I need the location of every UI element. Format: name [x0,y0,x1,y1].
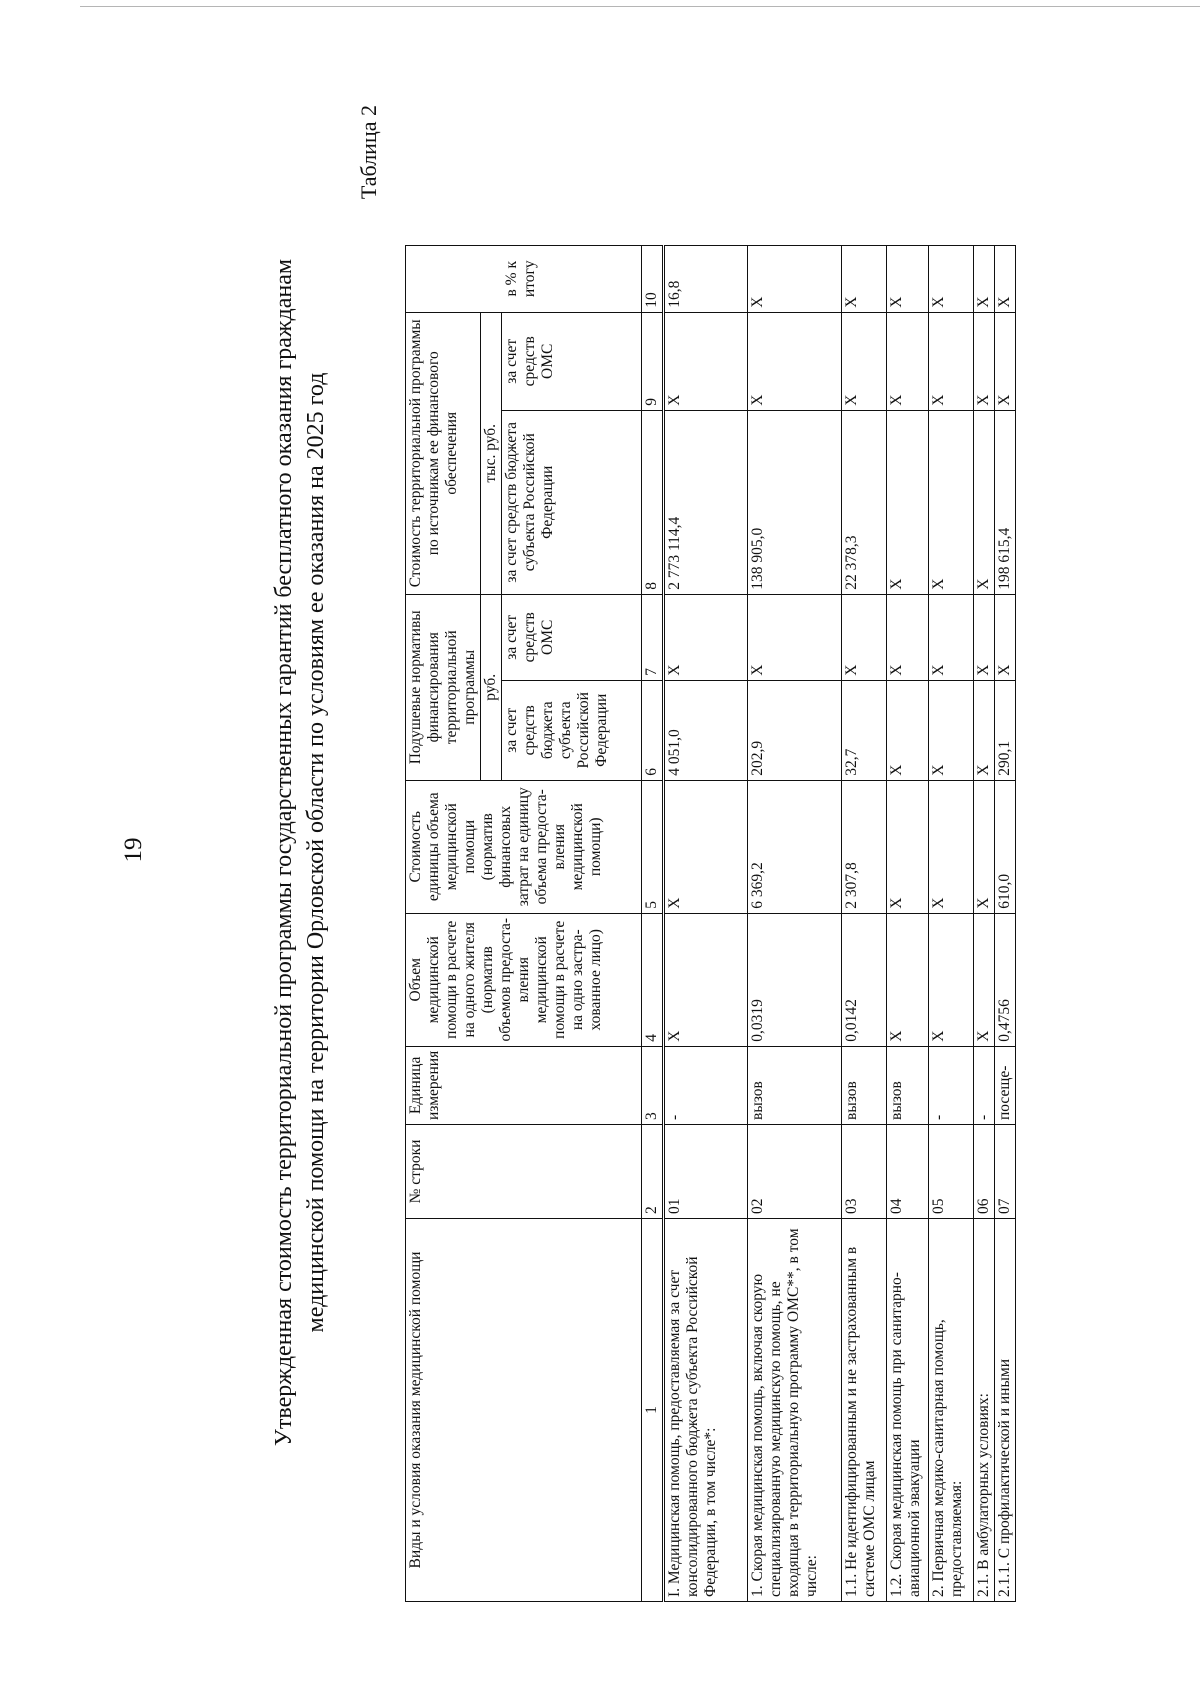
row-name: I. Медицинская помощь, предоставляемая за счет консолидированного бюджета субъекта Российской Федерации, в том числе*: [664,1219,748,1602]
row-line: 04 [887,1125,929,1219]
row-total-budget: 198 615,4 [995,410,1016,594]
row-total-budget: 138 905,0 [748,410,842,594]
column-number: 4 [642,913,664,1046]
row-total-oms: X [748,312,842,410]
row-cost: 6 369,2 [748,780,842,913]
document-title-line-2: медицинской помощи на территории Орловской области по условиям ее оказания на 2025 год [303,372,329,1333]
row-percent: 16,8 [664,245,748,312]
row-total-oms: X [887,312,929,410]
column-number: 5 [642,780,664,913]
row-name: 1.1. Не идентифицированным и не застрахованным в системе ОМС лицам [842,1219,887,1602]
row-pc-oms: X [842,594,887,680]
row-unit: вызов [842,1046,887,1124]
table-label: Таблица 2 [356,105,381,200]
table-row [929,245,974,1601]
table-row [974,245,995,1601]
row-name: 2.1. В амбулаторных условиях: [974,1219,995,1602]
row-pc-oms: X [995,594,1016,680]
header-total-oms: за счет средств ОМС [502,312,642,410]
row-total-budget: 22 378,3 [842,410,887,594]
row-pc-budget: 32,7 [842,680,887,780]
column-number: 1 [642,1219,664,1602]
row-cost: X [664,780,748,913]
row-percent: X [974,245,995,312]
row-line: 03 [842,1125,887,1219]
header-unit-cost: Стоимость единицы объема медицинской помощи (норматив финансовых затрат на единицу объема предоста-вления медицинской помощи) [406,780,642,913]
header-total-budget: за счет средств бюджета субъекта Российской Федерации [502,410,642,594]
row-total-oms: X [929,312,974,410]
row-volume: X [887,913,929,1046]
header-line-number: № строки [406,1125,642,1219]
row-line: 06 [974,1125,995,1219]
row-pc-oms: X [748,594,842,680]
row-line: 01 [664,1125,748,1219]
header-pc-budget: за счет средств бюджета субъекта Российской Федерации [502,680,642,780]
row-line: 05 [929,1125,974,1219]
row-cost: X [929,780,974,913]
row-total-budget: X [929,410,974,594]
table-row [664,245,748,1601]
column-number: 8 [642,410,664,594]
row-total-oms: X [842,312,887,410]
column-number-row [642,245,664,1601]
row-pc-oms: X [974,594,995,680]
row-cost: X [887,780,929,913]
row-pc-oms: X [929,594,974,680]
row-unit: - [929,1046,974,1124]
row-percent: X [842,245,887,312]
row-total-budget: X [887,410,929,594]
header-row-1 [406,245,481,1601]
row-total-budget: X [974,410,995,594]
row-percent: X [929,245,974,312]
row-pc-oms: X [664,594,748,680]
header-percent: в % к итогу [502,245,642,312]
row-percent: X [887,245,929,312]
row-percent: X [995,245,1016,312]
row-unit: - [974,1046,995,1124]
header-pc-oms: за счет средств ОМС [502,594,642,680]
column-number: 10 [642,245,664,312]
header-program-cost-group: Стоимость территориальной программы по источникам ее финансового обеспечения [406,312,481,594]
header-per-capita-group: Подушевые нормативы финансирования территориальной программы [406,594,481,780]
row-name: 2.1.1. С профилактической и иными [995,1219,1016,1602]
row-pc-budget: X [887,680,929,780]
row-pc-budget: 4 051,0 [664,680,748,780]
row-line: 07 [995,1125,1016,1219]
row-volume: X [929,913,974,1046]
row-total-budget: 2 773 114,4 [664,410,748,594]
row-volume: 0,0142 [842,913,887,1046]
row-total-oms: X [664,312,748,410]
header-volume: Объем медицинской помощи в расчете на одного жителя (норматив объемов предоста-вления медицинской помощи в расчете на одно застра-хованное лицо) [406,913,642,1046]
row-total-oms: X [974,312,995,410]
column-number: 2 [642,1125,664,1219]
row-volume: 0,4756 [995,913,1016,1046]
page-number: 19 [120,837,147,863]
row-percent: X [748,245,842,312]
header-program-cost-unit: тыс. руб. [481,312,502,594]
row-pc-oms: X [887,594,929,680]
row-line: 02 [748,1125,842,1219]
row-volume: X [664,913,748,1046]
row-pc-budget: X [974,680,995,780]
row-cost: 610,0 [995,780,1016,913]
row-total-oms: X [995,312,1016,410]
table-row [995,245,1016,1601]
header-kinds: Виды и условия оказания медицинской помощи [406,1219,642,1602]
table-row [748,245,842,1601]
column-number: 9 [642,312,664,410]
table-row [842,245,887,1601]
row-pc-budget: 202,9 [748,680,842,780]
row-unit: посеще- [995,1046,1016,1124]
row-name: 1.2. Скорая медицинская помощь при санитарно-авиационной эвакуации [887,1219,929,1602]
row-volume: X [974,913,995,1046]
row-cost: X [974,780,995,913]
header-unit: Единица измерения [406,1046,642,1124]
header-empty-cell [406,245,502,312]
row-cost: 2 307,8 [842,780,887,913]
cost-table [405,245,1016,1602]
row-pc-budget: X [929,680,974,780]
row-unit: вызов [748,1046,842,1124]
header-per-capita-unit: руб. [481,594,502,780]
column-number: 7 [642,594,664,680]
row-name: 2. Первичная медико-санитарная помощь, предоставляемая: [929,1219,974,1602]
row-pc-budget: 290,1 [995,680,1016,780]
column-number: 3 [642,1046,664,1124]
row-name: 1. Скорая медицинская помощь, включая скорую специализированную медицинскую помощь, не входящая в территориальную программу ОМС**, в том числе: [748,1219,842,1602]
row-unit: вызов [887,1046,929,1124]
table-row [887,245,929,1601]
row-unit: - [664,1046,748,1124]
column-number: 6 [642,680,664,780]
row-volume: 0,0319 [748,913,842,1046]
document-title-line-1: Утвержденная стоимость территориальной программы государственных гарантий бесплатного оказания гражданам [271,258,297,1447]
